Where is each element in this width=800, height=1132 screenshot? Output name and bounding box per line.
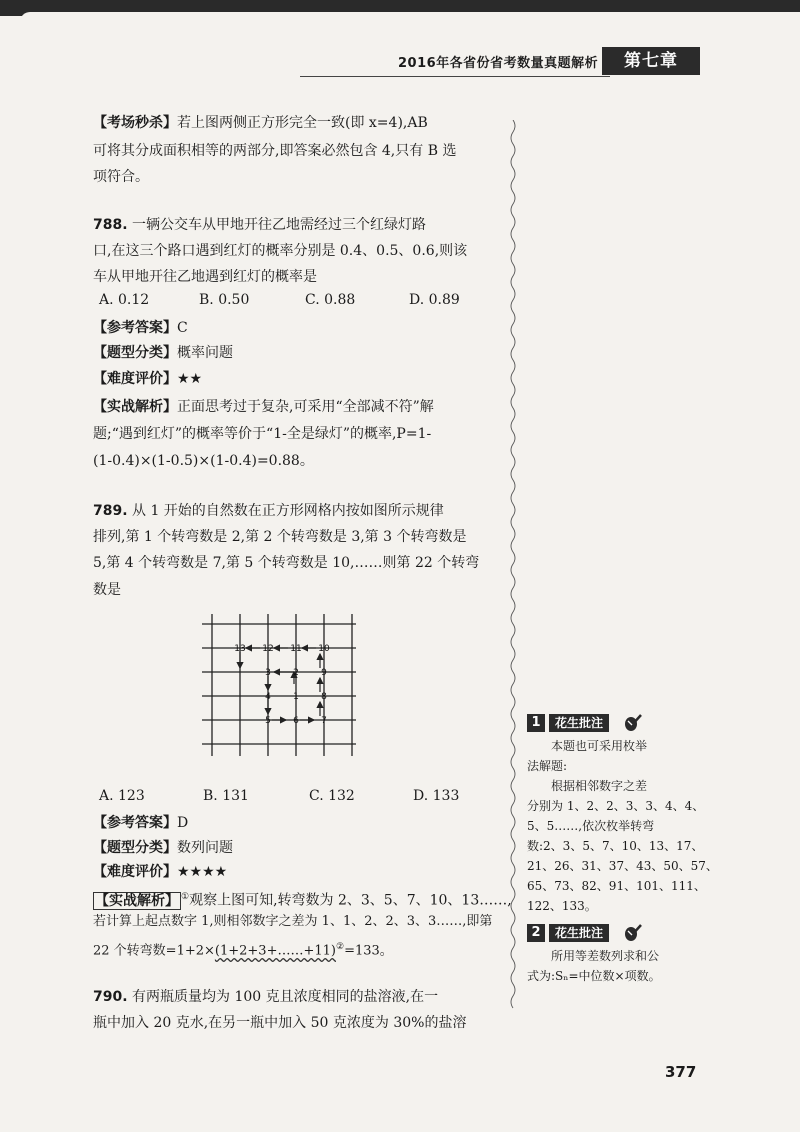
q788-number: 788.	[93, 217, 128, 233]
side-note-2-header	[527, 922, 702, 944]
q789-type: 【题型分类】数列问题	[93, 840, 233, 856]
side-note-1-header	[527, 712, 702, 734]
q788-type: 【题型分类】概率问题	[93, 345, 233, 361]
grid-number: 10	[318, 644, 330, 654]
q789-option-b: B. 131	[203, 788, 249, 804]
q788-option-d: D. 0.89	[409, 292, 460, 308]
intro-line-1: 【考场秒杀】若上图两侧正方形完全一致(即 x=4),AB	[93, 115, 428, 131]
q789-analysis-2: 若计算上起点数字 1,则相邻数字之差为 1、1、2、2、3、3……,即第	[93, 914, 493, 929]
q789-analysis-3: 22 个转弯数=1+2×(1+2+3+……+11)②=133。	[93, 942, 393, 959]
q788-option-c: C. 0.88	[305, 292, 356, 308]
q789-option-c: C. 132	[309, 788, 355, 804]
spiral-grid-svg	[198, 610, 358, 760]
side-note-1-number: 1	[527, 714, 545, 732]
q790-number: 790.	[93, 989, 128, 1005]
q788-difficulty: 【难度评价】★★	[93, 371, 203, 387]
q789-options	[93, 788, 493, 808]
chapter-tab: 第七章	[602, 47, 700, 75]
side-note-2	[527, 922, 702, 986]
grid-number: 13	[234, 644, 246, 654]
grid-number: 6	[293, 716, 299, 726]
grid-number: 9	[321, 668, 327, 678]
q789-option-d: D. 133	[413, 788, 460, 804]
side-note-1-title: 花生批注	[549, 714, 609, 732]
q788-stem-1: 788. 一辆公交车从甲地开往乙地需经过三个红绿灯路	[93, 217, 426, 233]
header-title: 2016年各省份省考数量真题解析	[398, 56, 599, 71]
q789-stem-3: 5,第 4 个转弯数是 7,第 5 个转弯数是 10,……则第 22 个转弯	[93, 555, 480, 571]
intro-line-2: 可将其分成面积相等的两部分,即答案必然包含 4,只有 B 选	[93, 143, 457, 159]
q789-option-a: A. 123	[99, 788, 145, 804]
grid-number: 12	[262, 644, 274, 654]
q788-stem-2: 口,在这三个路口遇到红灯的概率分别是 0.4、0.5、0.6,则该	[93, 243, 468, 259]
side-note-1	[527, 712, 718, 916]
grid-number: 1	[293, 692, 299, 702]
grid-number: 11	[290, 644, 302, 654]
grid-number: 2	[293, 668, 299, 678]
q789-difficulty: 【难度评价】★★★★	[93, 864, 228, 880]
side-note-2-body: 所用等差数列求和公 式为:Sₙ=中位数×项数。	[527, 949, 661, 983]
grid-number: 4	[265, 692, 271, 702]
q789-stem-2: 排列,第 1 个转弯数是 2,第 2 个转弯数是 3,第 3 个转弯数是	[93, 529, 467, 545]
column-divider	[508, 120, 518, 1020]
side-note-1-body: 本题也可采用枚举 法解题: 根据相邻数字之差 分别为 1、2、2、3、3、4、4、 5、5……,依次枚举转弯 数:2、3、5、7、10、13、17、 21、26、31、37、43、50、57、 65、73、82、91、101、111、 122、133。	[527, 739, 718, 913]
spiral-numbers	[234, 644, 330, 726]
q789-answer: 【参考答案】D	[93, 815, 189, 831]
q789-stem-1: 789. 从 1 开始的自然数在正方形网格内按如图所示规律	[93, 503, 444, 519]
q788-option-b: B. 0.50	[199, 292, 250, 308]
q789-stem-4: 数是	[93, 582, 121, 598]
header-rule	[300, 76, 610, 77]
q788-option-a: A. 0.12	[99, 292, 150, 308]
spiral-arrows	[240, 648, 320, 720]
grid-lines	[202, 614, 356, 756]
peanut-pencil-icon	[623, 923, 643, 943]
side-note-2-title: 花生批注	[549, 924, 609, 942]
grid-number: 8	[321, 692, 327, 702]
q788-stem-3: 车从甲地开往乙地遇到红灯的概率是	[93, 269, 317, 285]
q788-analysis-3: (1-0.4)×(1-0.5)×(1-0.4)=0.88。	[93, 453, 314, 469]
grid-number: 7	[321, 716, 327, 726]
peanut-pencil-icon	[623, 713, 643, 733]
q790-stem-2: 瓶中加入 20 克水,在另一瓶中加入 50 克浓度为 30%的盐溶	[93, 1015, 467, 1031]
number-spiral-figure	[198, 610, 358, 764]
page-top-edge	[0, 0, 800, 16]
page-number: 377	[665, 1063, 697, 1081]
intro-line-3: 项符合。	[93, 169, 149, 185]
q790-stem-1: 790. 有两瓶质量均为 100 克且浓度相同的盐溶液,在一	[93, 989, 439, 1005]
q789-analysis-1: 【实战解析】 ①观察上图可知,转弯数为 2、3、5、7、10、13……,	[95, 892, 512, 909]
q788-analysis-1: 【实战解析】正面思考过于复杂,可采用“全部减不符”解	[93, 399, 434, 415]
side-note-2-number: 2	[527, 924, 545, 942]
q788-analysis-2: 题;“遇到红灯”的概率等价于“1-全是绿灯”的概率,P=1-	[93, 426, 432, 442]
grid-number: 5	[265, 716, 271, 726]
q788-answer: 【参考答案】C	[93, 320, 188, 336]
intro-label: 【考场秒杀】	[93, 115, 177, 131]
q788-options	[93, 292, 493, 312]
grid-number: 3	[265, 668, 271, 678]
q789-number: 789.	[93, 503, 128, 519]
